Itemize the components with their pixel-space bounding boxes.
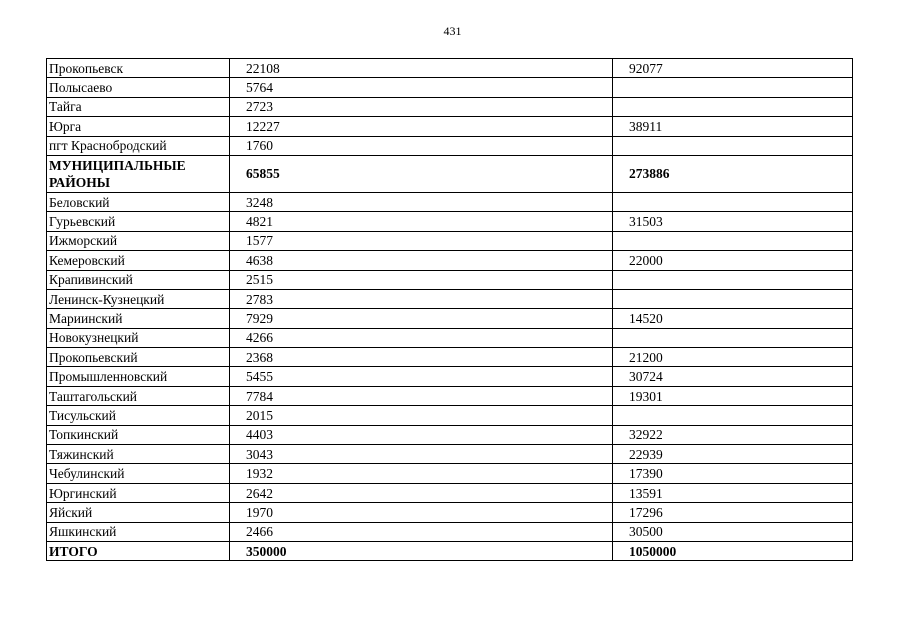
row-value1-cell: 2642 (230, 483, 613, 502)
table-row (47, 348, 853, 367)
row-value2-cell: 21200 (613, 348, 853, 367)
row-value1-cell: 4266 (230, 328, 613, 347)
row-name-cell: Тисульский (47, 406, 230, 425)
row-value1-cell: 2783 (230, 289, 613, 308)
row-value2-cell: 32922 (613, 425, 853, 444)
row-value1-cell: 4821 (230, 212, 613, 231)
row-value2-cell (613, 270, 853, 289)
row-value2-cell (613, 328, 853, 347)
row-value1-cell: 1760 (230, 136, 613, 155)
row-value1-cell: 1577 (230, 231, 613, 250)
table-row (47, 367, 853, 386)
row-value2-cell: 31503 (613, 212, 853, 231)
row-value2-cell (613, 231, 853, 250)
table-row (47, 270, 853, 289)
row-name-cell: Яйский (47, 503, 230, 522)
table-row (47, 231, 853, 250)
row-name-cell: Гурьевский (47, 212, 230, 231)
table-row (47, 117, 853, 136)
row-value1-cell: 5455 (230, 367, 613, 386)
row-value2-cell: 14520 (613, 309, 853, 328)
table-row (47, 483, 853, 502)
row-value1-cell: 5764 (230, 78, 613, 97)
row-value2-cell: 22000 (613, 251, 853, 270)
row-value1-cell: 7929 (230, 309, 613, 328)
row-name-cell: Тайга (47, 97, 230, 116)
row-name-cell: Яшкинский (47, 522, 230, 541)
row-value2-cell: 19301 (613, 386, 853, 405)
row-name-cell: ИТОГО (47, 541, 230, 560)
table-body (47, 59, 853, 561)
row-value1-cell: 4638 (230, 251, 613, 270)
row-name-cell: Таштагольский (47, 386, 230, 405)
row-value1-cell: 65855 (230, 155, 613, 192)
row-name-cell: Полысаево (47, 78, 230, 97)
row-value2-cell: 92077 (613, 59, 853, 78)
row-name-cell: Топкинский (47, 425, 230, 444)
row-name-cell: Юрга (47, 117, 230, 136)
table-row (47, 425, 853, 444)
table-row (47, 464, 853, 483)
table-row (47, 289, 853, 308)
row-value1-cell: 2466 (230, 522, 613, 541)
table-row (47, 503, 853, 522)
table-row (47, 328, 853, 347)
row-value2-cell (613, 78, 853, 97)
row-name-cell: Ленинск-Кузнецкий (47, 289, 230, 308)
row-name-cell: Беловский (47, 192, 230, 211)
row-name-cell: Крапивинский (47, 270, 230, 289)
table-row (47, 155, 853, 192)
table-row (47, 251, 853, 270)
row-name-cell: Кемеровский (47, 251, 230, 270)
row-value2-cell (613, 136, 853, 155)
row-value1-cell: 3043 (230, 445, 613, 464)
table-row (47, 406, 853, 425)
row-value2-cell: 30500 (613, 522, 853, 541)
row-value1-cell: 22108 (230, 59, 613, 78)
table-row (47, 78, 853, 97)
row-name-cell: Промышленновский (47, 367, 230, 386)
row-name-cell: Ижморский (47, 231, 230, 250)
row-value2-cell (613, 97, 853, 116)
row-value1-cell: 350000 (230, 541, 613, 560)
row-value1-cell: 1932 (230, 464, 613, 483)
table-row (47, 192, 853, 211)
row-value2-cell (613, 406, 853, 425)
row-value2-cell: 273886 (613, 155, 853, 192)
table-row (47, 212, 853, 231)
row-value1-cell: 3248 (230, 192, 613, 211)
row-value2-cell: 13591 (613, 483, 853, 502)
table-row (47, 386, 853, 405)
row-name-cell: Новокузнецкий (47, 328, 230, 347)
table-row (47, 541, 853, 560)
row-name-cell: Чебулинский (47, 464, 230, 483)
table-row (47, 97, 853, 116)
row-value1-cell: 2368 (230, 348, 613, 367)
row-name-cell: пгт Краснобродский (47, 136, 230, 155)
row-value1-cell: 2723 (230, 97, 613, 116)
row-value2-cell: 1050000 (613, 541, 853, 560)
row-value2-cell: 38911 (613, 117, 853, 136)
row-value1-cell: 7784 (230, 386, 613, 405)
row-value1-cell: 2515 (230, 270, 613, 289)
row-value2-cell: 17390 (613, 464, 853, 483)
row-name-cell: Тяжинский (47, 445, 230, 464)
page-number: 431 (443, 24, 462, 38)
table-row (47, 59, 853, 78)
row-value1-cell: 1970 (230, 503, 613, 522)
row-name-cell: Мариинский (47, 309, 230, 328)
row-value1-cell: 4403 (230, 425, 613, 444)
table-row (47, 445, 853, 464)
row-value1-cell: 2015 (230, 406, 613, 425)
row-value1-cell: 12227 (230, 117, 613, 136)
row-name-cell: МУНИЦИПАЛЬНЫЕ РАЙОНЫ (47, 155, 230, 192)
row-value2-cell: 17296 (613, 503, 853, 522)
row-value2-cell (613, 289, 853, 308)
table-row (47, 522, 853, 541)
data-table (46, 58, 853, 561)
table-row (47, 136, 853, 155)
row-value2-cell (613, 192, 853, 211)
row-value2-cell: 30724 (613, 367, 853, 386)
row-name-cell: Прокопьевск (47, 59, 230, 78)
row-name-cell: Прокопьевский (47, 348, 230, 367)
table-row (47, 309, 853, 328)
row-name-cell: Юргинский (47, 483, 230, 502)
row-value2-cell: 22939 (613, 445, 853, 464)
